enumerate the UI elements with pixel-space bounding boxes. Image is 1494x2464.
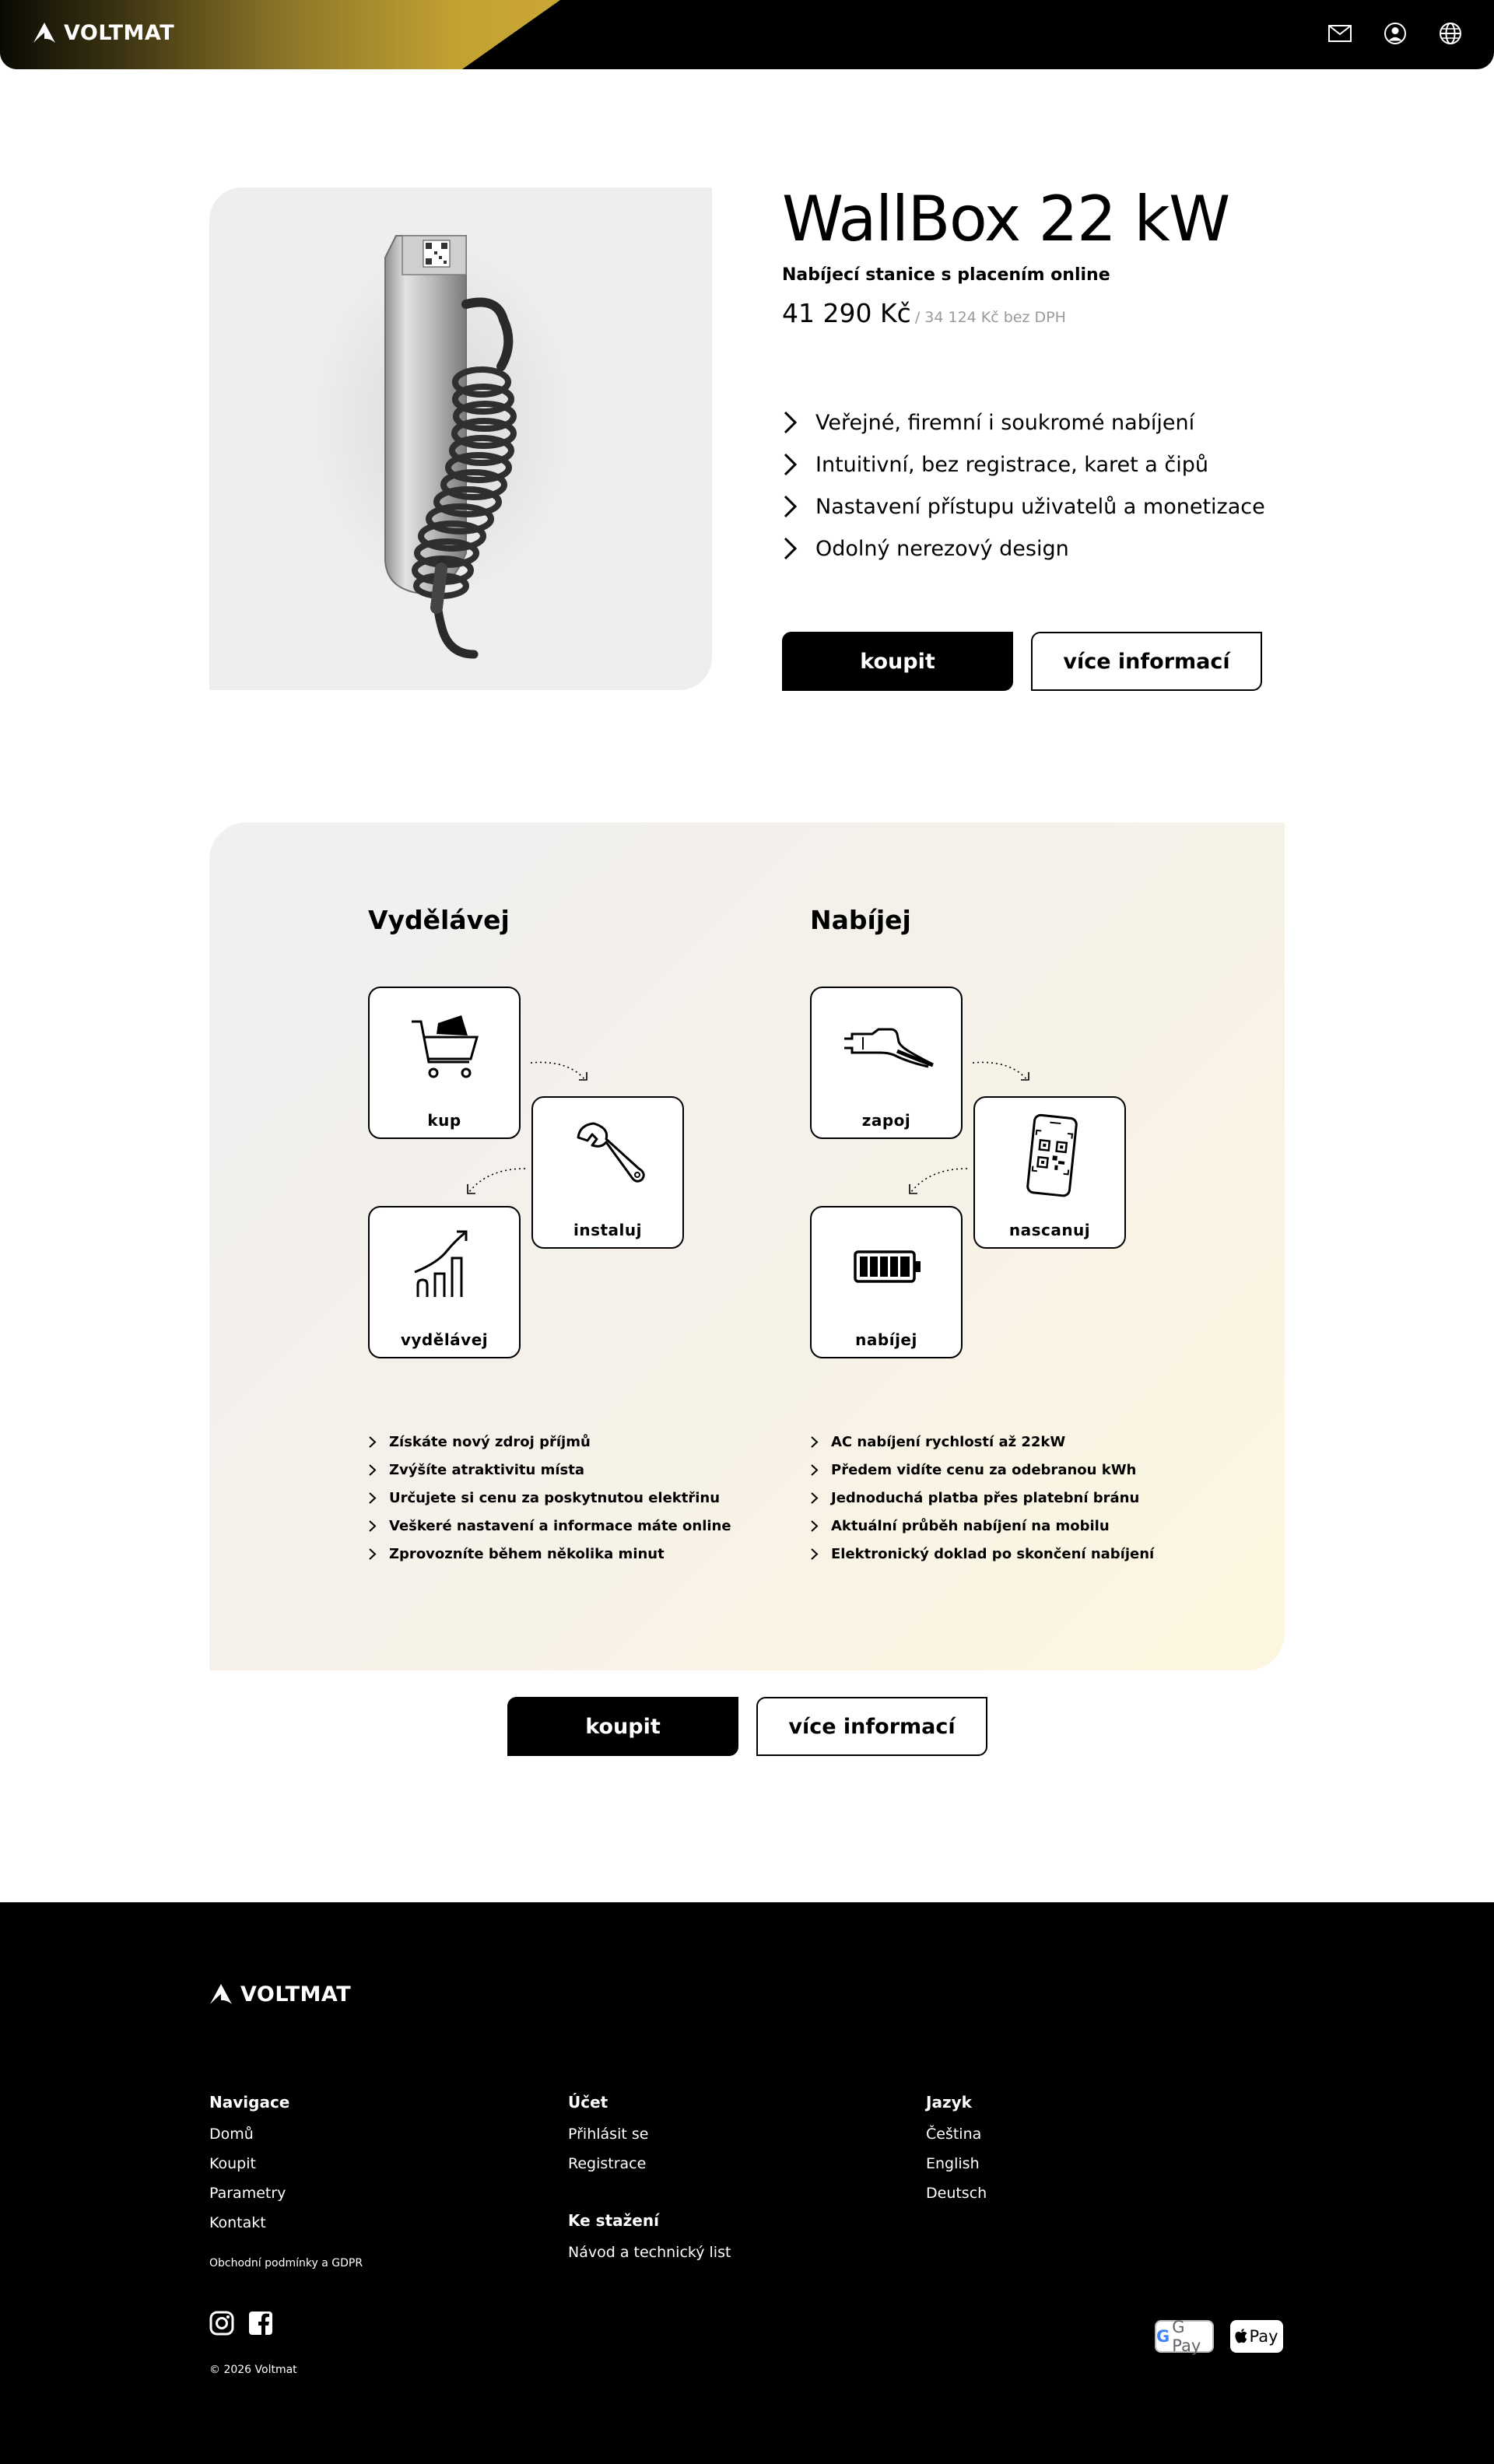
feature-list bbox=[782, 401, 1265, 570]
step-label: kup bbox=[427, 1111, 461, 1130]
globe-icon[interactable] bbox=[1438, 21, 1463, 46]
footer-link-login[interactable]: Přihlásit se bbox=[568, 2126, 649, 2143]
step-earn bbox=[368, 1206, 521, 1358]
footer-copyright: © 2026 Voltmat bbox=[209, 2364, 297, 2376]
step-install bbox=[531, 1096, 684, 1249]
header-logo[interactable] bbox=[33, 21, 174, 45]
benefit-text: Elektronický doklad po skončení nabíjení bbox=[831, 1545, 1155, 1562]
dashed-arrow-icon bbox=[465, 1165, 527, 1197]
step-plug bbox=[810, 987, 963, 1139]
apple-pay-badge bbox=[1230, 2320, 1283, 2353]
wallbox-illustration bbox=[209, 188, 712, 690]
voltmat-logo-icon bbox=[33, 22, 56, 45]
benefit-text: Veškeré nastavení a informace máte online bbox=[389, 1517, 731, 1534]
chevron-right-icon bbox=[810, 1519, 819, 1533]
benefit-item bbox=[810, 1512, 1154, 1540]
step-label: zapoj bbox=[861, 1111, 911, 1130]
benefit-item bbox=[810, 1484, 1154, 1512]
footer-link-manual[interactable]: Návod a technický list bbox=[568, 2244, 731, 2261]
benefit-item bbox=[810, 1540, 1154, 1568]
benefit-item bbox=[368, 1456, 731, 1484]
earn-benefits-list bbox=[368, 1428, 731, 1568]
footer-brand-text: VOLTMAT bbox=[240, 1982, 352, 2007]
chevron-right-icon bbox=[782, 494, 799, 519]
chevron-right-icon bbox=[782, 410, 799, 435]
dashed-arrow-icon bbox=[971, 1057, 1033, 1088]
footer-link-home[interactable]: Domů bbox=[209, 2126, 254, 2143]
footer-nav-column bbox=[209, 2093, 289, 2238]
step-label: nascanuj bbox=[1008, 1221, 1091, 1239]
charging-plug-icon bbox=[841, 1008, 935, 1085]
benefit-text: Určujete si cenu za poskytnutou elektřinu bbox=[389, 1489, 721, 1506]
language-option-english[interactable]: English bbox=[926, 2155, 980, 2172]
price-value: 41 290 Kč bbox=[782, 298, 911, 328]
step-label: nabíjej bbox=[855, 1330, 917, 1349]
step-buy bbox=[368, 987, 521, 1139]
apple-icon bbox=[1235, 2329, 1247, 2344]
cta-more-info-button[interactable]: více informací bbox=[756, 1697, 987, 1756]
footer-link-register[interactable]: Registrace bbox=[568, 2155, 647, 2172]
mail-icon[interactable] bbox=[1327, 21, 1352, 46]
wrench-icon bbox=[570, 1117, 648, 1195]
footer-language-column bbox=[926, 2093, 987, 2208]
price-without-vat: / 34 124 Kč bez DPH bbox=[914, 309, 1066, 326]
voltmat-logo-icon bbox=[209, 1983, 233, 2007]
chevron-right-icon bbox=[368, 1547, 377, 1561]
chevron-right-icon bbox=[810, 1463, 819, 1477]
benefit-item bbox=[368, 1484, 731, 1512]
google-pay-badge: G G Pay bbox=[1155, 2320, 1214, 2353]
user-icon[interactable] bbox=[1383, 21, 1408, 46]
language-option-czech[interactable]: Čeština bbox=[926, 2126, 982, 2143]
site-footer bbox=[0, 1902, 1494, 2464]
step-label: vydělávej bbox=[400, 1330, 489, 1349]
chevron-right-icon bbox=[368, 1519, 377, 1533]
apple-pay-label: Pay bbox=[1249, 2327, 1278, 2346]
buy-button[interactable]: koupit bbox=[782, 632, 1013, 691]
product-image bbox=[209, 188, 712, 690]
earn-title: Vydělávej bbox=[368, 905, 510, 935]
product-subtitle: Nabíjecí stanice s placením online bbox=[782, 265, 1110, 285]
header-icon-group bbox=[1327, 21, 1463, 46]
footer-link-contact[interactable]: Kontakt bbox=[209, 2214, 266, 2231]
footer-downloads-title: Ke stažení bbox=[568, 2211, 659, 2230]
feature-text: Odolný nerezový design bbox=[815, 536, 1069, 561]
chevron-right-icon bbox=[810, 1491, 819, 1505]
charge-title: Nabíjej bbox=[810, 905, 911, 935]
benefit-item bbox=[810, 1456, 1154, 1484]
footer-link-parameters[interactable]: Parametry bbox=[209, 2185, 286, 2202]
benefit-text: Získáte nový zdroj příjmů bbox=[389, 1433, 591, 1450]
language-option-german[interactable]: Deutsch bbox=[926, 2185, 987, 2202]
chevron-right-icon bbox=[810, 1547, 819, 1561]
feature-text: Nastavení přístupu uživatelů a monetizace bbox=[815, 494, 1265, 519]
footer-logo[interactable] bbox=[209, 1982, 351, 2007]
footer-account-title: Účet bbox=[568, 2093, 608, 2112]
chevron-right-icon bbox=[368, 1491, 377, 1505]
footer-account-column bbox=[568, 2093, 648, 2178]
footer-nav-title: Navigace bbox=[209, 2093, 290, 2112]
dashed-arrow-icon bbox=[907, 1165, 969, 1197]
feature-item bbox=[782, 527, 1265, 570]
benefit-text: AC nabíjení rychlostí až 22kW bbox=[831, 1433, 1066, 1450]
dashed-arrow-icon bbox=[529, 1057, 591, 1088]
step-charge bbox=[810, 1206, 963, 1358]
chevron-right-icon bbox=[782, 536, 799, 561]
footer-language-title: Jazyk bbox=[926, 2093, 972, 2112]
benefit-text: Zvýšíte atraktivitu místa bbox=[389, 1461, 584, 1478]
product-title: WallBox 22 kW bbox=[782, 183, 1229, 255]
battery-icon bbox=[849, 1243, 927, 1289]
footer-terms-link[interactable]: Obchodní podmínky a GDPR bbox=[209, 2257, 363, 2269]
step-scan bbox=[973, 1096, 1126, 1249]
benefit-text: Jednoduchá platba přes platební bránu bbox=[831, 1489, 1140, 1506]
feature-text: Veřejné, firemní i soukromé nabíjení bbox=[815, 410, 1195, 435]
benefit-text: Aktuální průběh nabíjení na mobilu bbox=[831, 1517, 1110, 1534]
step-label: instaluj bbox=[573, 1221, 642, 1239]
phone-qr-icon bbox=[1012, 1113, 1090, 1199]
header-brand-text: VOLTMAT bbox=[64, 21, 175, 45]
instagram-icon[interactable] bbox=[209, 2311, 234, 2336]
benefit-text: Zprovozníte během několika minut bbox=[389, 1545, 665, 1562]
more-info-button[interactable]: více informací bbox=[1031, 632, 1262, 691]
chevron-right-icon bbox=[810, 1435, 819, 1449]
footer-link-buy[interactable]: Koupit bbox=[209, 2155, 256, 2172]
benefit-text: Předem vidíte cenu za odebranou kWh bbox=[831, 1461, 1137, 1478]
feature-item bbox=[782, 401, 1265, 443]
shopping-cart-icon bbox=[407, 1008, 485, 1085]
facebook-icon[interactable] bbox=[248, 2311, 273, 2336]
footer-downloads-column bbox=[568, 2211, 731, 2267]
chevron-right-icon bbox=[368, 1435, 377, 1449]
google-pay-label: G Pay bbox=[1172, 2318, 1201, 2355]
top-header bbox=[0, 0, 1494, 69]
feature-item bbox=[782, 485, 1265, 527]
chevron-right-icon bbox=[782, 452, 799, 477]
charge-benefits-list bbox=[810, 1428, 1154, 1568]
benefit-item bbox=[368, 1428, 731, 1456]
feature-item bbox=[782, 443, 1265, 485]
feature-text: Intuitivní, bez registrace, karet a čipů bbox=[815, 452, 1209, 477]
cta-buy-button[interactable]: koupit bbox=[507, 1697, 738, 1756]
benefit-item bbox=[368, 1512, 731, 1540]
chevron-right-icon bbox=[368, 1463, 377, 1477]
growth-chart-icon bbox=[407, 1227, 485, 1305]
benefit-item bbox=[810, 1428, 1154, 1456]
price-row bbox=[782, 298, 1066, 328]
social-links bbox=[209, 2311, 273, 2336]
benefit-item bbox=[368, 1540, 731, 1568]
